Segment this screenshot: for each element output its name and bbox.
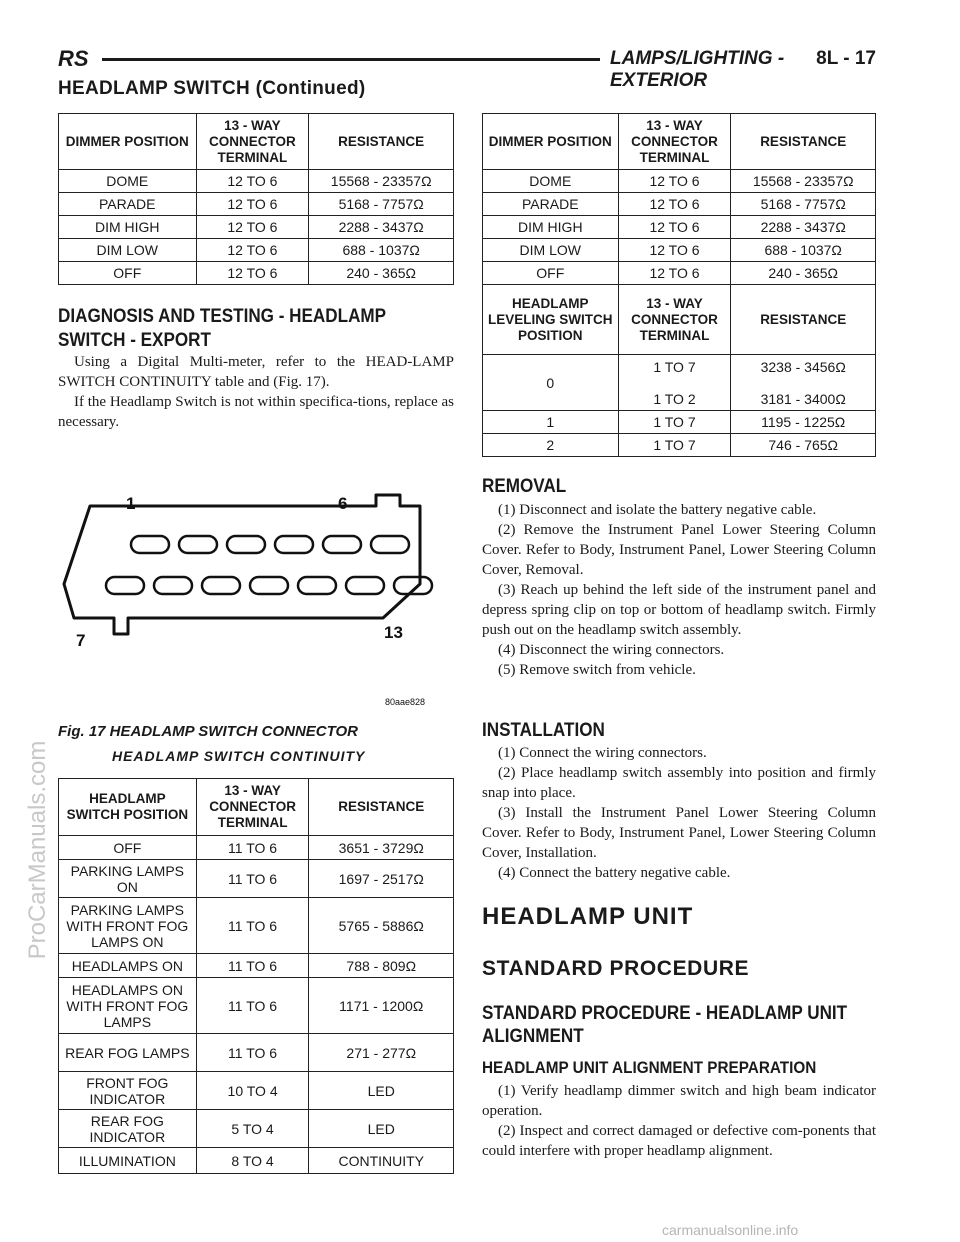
continuity-table xyxy=(58,778,454,1174)
table-cell: 1 xyxy=(483,411,619,434)
table-cell: 15568 - 23357Ω xyxy=(731,170,876,193)
continued-title: HEADLAMP SWITCH (Continued) xyxy=(58,78,366,99)
table-cell: PARADE xyxy=(483,193,619,216)
installation-heading: INSTALLATION xyxy=(482,720,605,741)
table-cell: 2288 - 3437Ω xyxy=(731,216,876,239)
watermark-text: ProCarManuals.com xyxy=(24,740,51,960)
table-cell xyxy=(731,355,876,411)
table-cell: DOME xyxy=(483,170,619,193)
table-cell: 240 - 365Ω xyxy=(309,262,454,285)
pin-label-6: 6 xyxy=(338,494,348,513)
table-cell: 11 TO 6 xyxy=(196,978,309,1034)
table-cell: 11 TO 6 xyxy=(196,836,309,860)
diagnosis-heading-line1: DIAGNOSIS AND TESTING - HEADLAMP xyxy=(58,306,387,327)
removal-steps xyxy=(482,500,876,680)
headlamp-switch-connector-figure xyxy=(58,488,454,718)
dimmer-table-left xyxy=(58,113,454,285)
col-header: RESISTANCE xyxy=(731,114,876,170)
table-cell: HEADLAMPS ON xyxy=(59,954,197,978)
table-cell: PARKING LAMPS ON xyxy=(59,860,197,898)
removal-heading: REMOVAL xyxy=(482,476,567,497)
table-cell: 12 TO 6 xyxy=(618,193,731,216)
table-row xyxy=(483,216,876,239)
table-row xyxy=(59,216,454,239)
table-cell: 12 TO 6 xyxy=(196,262,309,285)
table-cell: 240 - 365Ω xyxy=(731,262,876,285)
table-cell: LED xyxy=(309,1110,454,1148)
footer-site: carmanualsonline.info xyxy=(662,1222,799,1238)
table-cell: 5 TO 4 xyxy=(196,1110,309,1148)
alignment-steps xyxy=(482,1081,876,1161)
col-header: 13 - WAY CONNECTOR TERMINAL xyxy=(196,779,309,836)
table-cell: PARKING LAMPS WITH FRONT FOG LAMPS ON xyxy=(59,898,197,954)
table-cell: 1195 - 1225Ω xyxy=(731,411,876,434)
table-cell: REAR FOG INDICATOR xyxy=(59,1110,197,1148)
table-row xyxy=(59,1110,454,1148)
table-cell: 12 TO 6 xyxy=(196,216,309,239)
table-cell: 11 TO 6 xyxy=(196,954,309,978)
table-cell: 1171 - 1200Ω xyxy=(309,978,454,1034)
step: (2) Remove the Instrument Panel Lower Steering Column Cover. Refer to Body, Instrument Panel, Lower Steering Column Cover, Removal. xyxy=(482,522,876,578)
table-cell: 10 TO 4 xyxy=(196,1072,309,1110)
table-cell: 3651 - 3729Ω xyxy=(309,836,454,860)
table-row xyxy=(59,954,454,978)
table-row xyxy=(59,193,454,216)
table-cell xyxy=(618,355,731,411)
table-cell: DIM LOW xyxy=(483,239,619,262)
table-row xyxy=(59,1034,454,1072)
table-row xyxy=(483,193,876,216)
alignment-heading-line1: STANDARD PROCEDURE - HEADLAMP UNIT xyxy=(482,1003,848,1024)
figure-caption: Fig. 17 HEADLAMP SWITCH CONNECTOR xyxy=(58,723,359,740)
pin-label-7: 7 xyxy=(76,631,86,650)
pin-label-1: 1 xyxy=(126,494,136,513)
page-number: 8L - 17 xyxy=(816,48,876,69)
header-section: LAMPS/LIGHTING - EXTERIOR xyxy=(610,48,785,91)
standard-procedure-title: STANDARD PROCEDURE xyxy=(482,957,750,980)
table-row xyxy=(59,1148,454,1174)
col-header: DIMMER POSITION xyxy=(59,114,197,170)
table-cell: 1 TO 7 xyxy=(618,411,731,434)
table-cell: CONTINUITY xyxy=(309,1148,454,1174)
installation-steps xyxy=(482,743,876,883)
table-row xyxy=(59,978,454,1034)
continuity-table-title: HEADLAMP SWITCH CONTINUITY xyxy=(112,748,366,764)
table-cell: 5168 - 7757Ω xyxy=(309,193,454,216)
step: (4) Connect the battery negative cable. xyxy=(498,865,731,881)
table-row xyxy=(483,411,876,434)
table-cell: ILLUMINATION xyxy=(59,1148,197,1174)
alignment-heading-line2: ALIGNMENT xyxy=(482,1026,584,1047)
step: (1) Verify headlamp dimmer switch and high beam indicator operation. xyxy=(482,1083,876,1119)
step: (2) Place headlamp switch assembly into position and firmly snap into place. xyxy=(482,765,876,801)
step: (4) Disconnect the wiring connectors. xyxy=(498,642,725,658)
col-header: HEADLAMP SWITCH POSITION xyxy=(59,779,197,836)
alignment-prep-heading: HEADLAMP UNIT ALIGNMENT PREPARATION xyxy=(482,1058,817,1077)
col-header: 13 - WAY CONNECTOR TERMINAL xyxy=(618,114,731,170)
table-row xyxy=(483,262,876,285)
table-cell: LED xyxy=(309,1072,454,1110)
table-cell: 788 - 809Ω xyxy=(309,954,454,978)
header-code: RS xyxy=(58,46,89,71)
col-header: DIMMER POSITION xyxy=(483,114,619,170)
table-cell: 12 TO 6 xyxy=(196,239,309,262)
pin-label-13: 13 xyxy=(384,623,403,642)
col-header: 13 - WAY CONNECTOR TERMINAL xyxy=(618,285,731,355)
watermark xyxy=(18,480,58,1220)
table-row xyxy=(483,170,876,193)
table-cell: 12 TO 6 xyxy=(618,239,731,262)
table-cell: OFF xyxy=(59,262,197,285)
step: (5) Remove switch from vehicle. xyxy=(498,662,696,678)
table-cell: 688 - 1037Ω xyxy=(731,239,876,262)
table-cell: 11 TO 6 xyxy=(196,1034,309,1072)
table-cell: 12 TO 6 xyxy=(196,170,309,193)
col-header: RESISTANCE xyxy=(309,779,454,836)
col-header: HEADLAMP LEVELING SWITCH POSITION xyxy=(483,285,619,355)
table-cell: 688 - 1037Ω xyxy=(309,239,454,262)
step: (3) Reach up behind the left side of the instrument panel and depress spring clip on top or bottom of headlamp switch. Firmly push out on the headlamp switch assembly. xyxy=(482,582,876,638)
diagnosis-text xyxy=(58,352,454,432)
step: (3) Install the Instrument Panel Lower Steering Column Cover. Refer to Body, Instrument Panel, Lower Steering Column Cover, Installation. xyxy=(482,805,876,861)
cell-line: 1 TO 2 xyxy=(653,390,696,407)
step: (2) Inspect and correct damaged or defective com-ponents that could interfere with proper headlamp alignment. xyxy=(482,1123,876,1159)
step: (1) Connect the wiring connectors. xyxy=(498,745,707,761)
table-cell: 5765 - 5886Ω xyxy=(309,898,454,954)
table-row xyxy=(59,860,454,898)
table-row xyxy=(59,170,454,193)
table-row xyxy=(59,836,454,860)
table-row xyxy=(59,898,454,954)
step: (1) Disconnect and isolate the battery negative cable. xyxy=(498,502,817,518)
table-row xyxy=(59,262,454,285)
table-cell: PARADE xyxy=(59,193,197,216)
table-cell: 271 - 277Ω xyxy=(309,1034,454,1072)
table-cell: 1 TO 7 xyxy=(618,434,731,457)
paragraph: If the Headlamp Switch is not within specifica-tions, replace as necessary. xyxy=(58,394,454,430)
table-cell: 11 TO 6 xyxy=(196,860,309,898)
table-cell: 5168 - 7757Ω xyxy=(731,193,876,216)
table-cell: 8 TO 4 xyxy=(196,1148,309,1174)
table-cell: FRONT FOG INDICATOR xyxy=(59,1072,197,1110)
table-cell: DIM HIGH xyxy=(59,216,197,239)
table-cell: 15568 - 23357Ω xyxy=(309,170,454,193)
table-row xyxy=(483,239,876,262)
table-cell: 12 TO 6 xyxy=(618,216,731,239)
table-cell: 746 - 765Ω xyxy=(731,434,876,457)
dimmer-table-right xyxy=(482,113,876,457)
table-cell: DIM HIGH xyxy=(483,216,619,239)
cell-line: 3238 - 3456Ω xyxy=(760,358,846,375)
header-rule xyxy=(102,58,600,61)
diagnosis-heading-line2: SWITCH - EXPORT xyxy=(58,330,211,351)
cell-line: 3181 - 3400Ω xyxy=(760,390,846,407)
table-row xyxy=(59,1072,454,1110)
table-cell: 2 xyxy=(483,434,619,457)
table-cell: OFF xyxy=(59,836,197,860)
headlamp-unit-title: HEADLAMP UNIT xyxy=(482,903,694,930)
table-cell: 0 xyxy=(483,355,619,411)
table-cell: HEADLAMPS ON WITH FRONT FOG LAMPS xyxy=(59,978,197,1034)
paragraph: Using a Digital Multi-meter, refer to the HEAD-LAMP SWITCH CONTINUITY table and (Fig. 17). xyxy=(58,354,454,390)
cell-line: 1 TO 7 xyxy=(653,358,696,375)
table-cell: REAR FOG LAMPS xyxy=(59,1034,197,1072)
figure-code: 80aae828 xyxy=(385,697,426,707)
table-row xyxy=(59,239,454,262)
table-cell: 1697 - 2517Ω xyxy=(309,860,454,898)
table-cell: DOME xyxy=(59,170,197,193)
table-cell: DIM LOW xyxy=(59,239,197,262)
table-cell: 12 TO 6 xyxy=(618,170,731,193)
table-cell: 12 TO 6 xyxy=(196,193,309,216)
table-cell: 2288 - 3437Ω xyxy=(309,216,454,239)
table-cell: 12 TO 6 xyxy=(618,262,731,285)
col-header: RESISTANCE xyxy=(309,114,454,170)
table-row xyxy=(483,434,876,457)
table-cell: OFF xyxy=(483,262,619,285)
table-cell: 11 TO 6 xyxy=(196,898,309,954)
col-header: 13 - WAY CONNECTOR TERMINAL xyxy=(196,114,309,170)
table-row xyxy=(483,355,876,411)
col-header: RESISTANCE xyxy=(731,285,876,355)
